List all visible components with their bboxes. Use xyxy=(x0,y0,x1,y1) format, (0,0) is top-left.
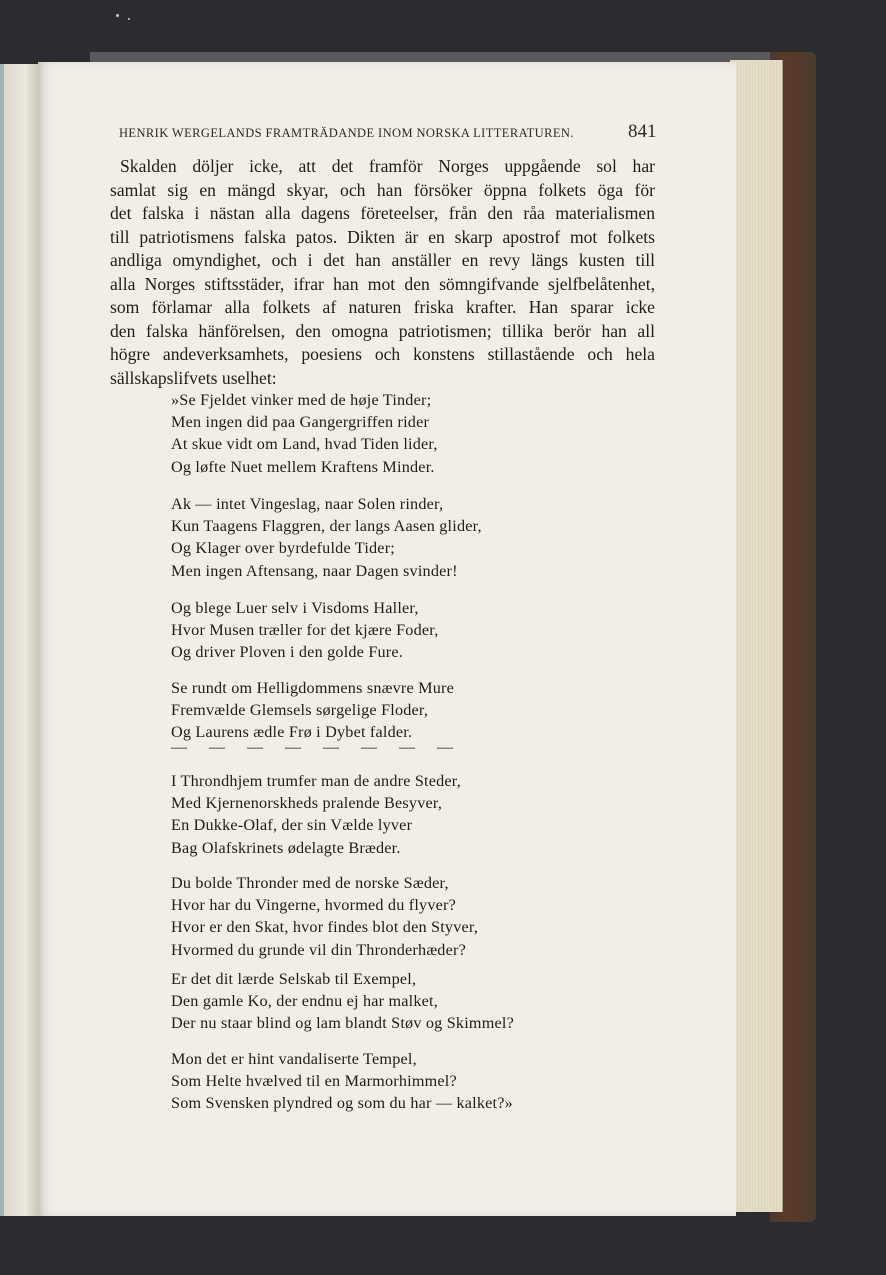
verse-line: Bag Olafskrinets ødelagte Bræder. xyxy=(171,838,401,857)
running-head: HENRIK WERGELANDS FRAMTRÄDANDE INOM NORSKA LITTERATUREN. xyxy=(119,126,574,140)
stanza xyxy=(171,493,611,582)
speck xyxy=(116,14,119,17)
prose-line: Skalden döljer icke, att det framför Norges uppgående sol har xyxy=(120,156,655,176)
verse-line: Som Helte hvælved til en Marmorhimmel? xyxy=(171,1072,457,1091)
verse-line: Der nu staar blind og lam blandt Støv og Skimmel? xyxy=(171,1014,514,1033)
verse-line: Som Svensken plyndred og som du har — kalket?» xyxy=(171,1094,513,1113)
verse-line: En Dukke-Olaf, der sin Vælde lyver xyxy=(171,816,413,835)
verse-line: Du bolde Thronder med de norske Sæder, xyxy=(171,874,449,892)
verse-line: Ak — intet Vingeslag, naar Solen rinder, xyxy=(171,495,444,513)
verse-line: Hvormed du grunde vil din Thronderhæder? xyxy=(171,940,466,959)
prose-line: samlat sig en mängd skyar, och han försöker öppna folkets öga för xyxy=(110,179,655,200)
facing-page xyxy=(0,64,40,1216)
verse-line: I Throndhjem trumfer man de andre Steder, xyxy=(171,772,461,790)
verse-line: Den gamle Ko, der endnu ej har malket, xyxy=(171,992,438,1011)
page-number: 841 xyxy=(628,121,657,142)
verse-line: Se rundt om Helligdommens snævre Mure xyxy=(171,679,455,697)
stanza xyxy=(171,389,611,478)
verse-line: Kun Taagens Flaggren, der langs Aasen glider, xyxy=(171,517,482,536)
verse-line: Men ingen did paa Gangergriffen rider xyxy=(171,413,430,432)
prose-line: det falska i nästan alla dagens företeelser, från den råa materialismen xyxy=(110,203,655,223)
prose-line: till patriotismens falska patos. Dikten är en skarp apostrof mot folkets xyxy=(110,226,655,247)
verse-line: Og Laurens ædle Frø i Dybet falder. xyxy=(171,723,413,742)
verse-line: Hvor er den Skat, hvor findes blot den Styver, xyxy=(171,918,479,937)
book-cover-top xyxy=(90,52,810,62)
verse-line: Men ingen Aftensang, naar Dagen svinder! xyxy=(171,561,458,580)
stanza xyxy=(171,968,611,1035)
verse-line: Hvor har du Vingerne, hvormed du flyver? xyxy=(171,896,456,915)
stanza xyxy=(171,1048,611,1115)
prose-line: andliga omyndighet, och i det han anställer en revy längs kusten till xyxy=(110,250,655,270)
verse-line: Med Kjernenorskheds pralende Besyver, xyxy=(171,794,443,813)
speck xyxy=(128,18,130,20)
verse-line: Og Klager over byrdefulde Tider; xyxy=(171,539,395,558)
facing-page-edge xyxy=(0,64,4,1216)
verse-line: At skue vidt om Land, hvad Tiden lider, xyxy=(171,435,438,454)
verse-line: »Se Fjeldet vinker med de høje Tinder; xyxy=(171,391,432,409)
page-edges xyxy=(730,60,783,1212)
prose-line: som förlamar alla folkets af naturen friska krafter. Han sparar icke xyxy=(110,297,655,317)
stanza xyxy=(171,770,611,859)
verse-line: Er det dit lærde Selskab til Exempel, xyxy=(171,970,417,988)
verse-line: Fremvælde Glemsels sørgelige Floder, xyxy=(171,701,429,720)
prose-line: högre andeverksamhets, poesiens och konstens stillastående och hela xyxy=(110,344,655,364)
section-separator: — — — — — — — — xyxy=(171,739,462,756)
verse-line: Mon det er hint vandaliserte Tempel, xyxy=(171,1050,417,1068)
prose-paragraph xyxy=(110,155,655,390)
prose-line: sällskapslifvets uselhet: xyxy=(110,367,277,388)
prose-line: alla Norges stiftsstäder, ifrar han mot den sömngifvande sjelfbelåtenhet, xyxy=(110,273,655,294)
verse-line: Hvor Musen træller for det kjære Foder, xyxy=(171,621,439,640)
verse-line: Og løfte Nuet mellem Kraftens Minder. xyxy=(171,457,435,476)
stanza xyxy=(171,677,611,744)
verse-line: Og blege Luer selv i Visdoms Haller, xyxy=(171,599,419,617)
prose-line: den falska hänförelsen, den omogna patriotismen; tillika berör han all xyxy=(110,320,655,341)
verse-line: Og driver Ploven i den golde Fure. xyxy=(171,643,404,662)
stanza xyxy=(171,872,611,961)
stanza xyxy=(171,597,611,664)
